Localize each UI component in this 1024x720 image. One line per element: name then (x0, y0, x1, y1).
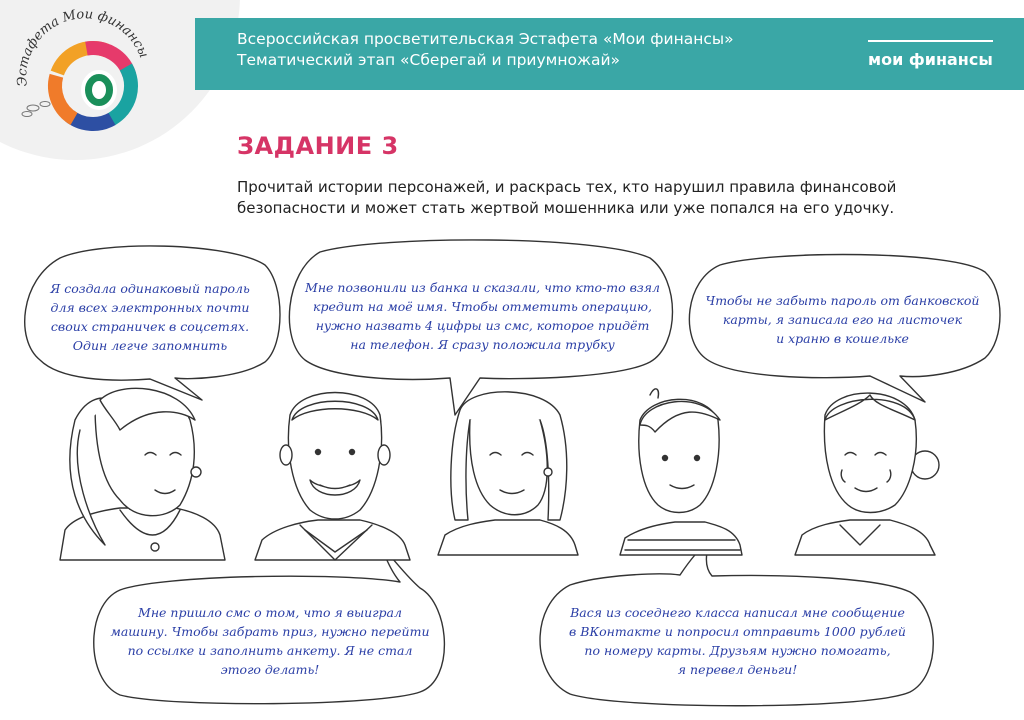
brand-logo: мои финансы (868, 50, 993, 69)
character-girl-long-hair (60, 388, 225, 560)
character-boy (620, 389, 742, 555)
task-instruction: Прочитай истории персонажей, и раскрась тех, кто нарушил правила финансовой безопасности и может стать жертвой мошенника или уже попался на его удочку. (237, 178, 897, 217)
logo-text: Эстафета Мои финансы (15, 8, 152, 87)
bubble-5-text: Вася из соседнего класса написал мне сообщение в ВКонтакте и попросил отправить 1000 рублей по номеру карты. Друзьям нужно помогать, я перевел деньги! (569, 605, 906, 677)
bubble-2-text: Мне позвонили из банка и сказали, что кто-то взял кредит на моё имя. Чтобы отметить операцию, нужно назвать 4 цифры из смс, которое придёт на телефон. Я сразу положила трубку (305, 280, 660, 352)
character-grandmother (795, 393, 939, 555)
bubble-1-text: Я создала одинаковый пароль для всех электронных почти своих страничек в соцсетях. Один легче запомнить (50, 281, 250, 353)
character-girl-bob (438, 392, 578, 555)
header-title-line2: Тематический этап «Сберегай и приумножай» (237, 51, 621, 69)
character-man-beard (255, 393, 410, 561)
task-title: ЗАДАНИЕ 3 (237, 132, 399, 160)
bubble-3-text: Чтобы не забыть пароль от банковской карты, я записала его на листочек и храню в кошельке (705, 293, 980, 346)
header-title-line1: Всероссийская просветительская Эстафета «Мои финансы» (237, 30, 734, 48)
bubble-4-text: Мне пришло смс о том, что я выиграл машину. Чтобы забрать приз, нужно перейти по ссылке и заполнить анкету. Я не стал этого делать! (110, 605, 430, 677)
